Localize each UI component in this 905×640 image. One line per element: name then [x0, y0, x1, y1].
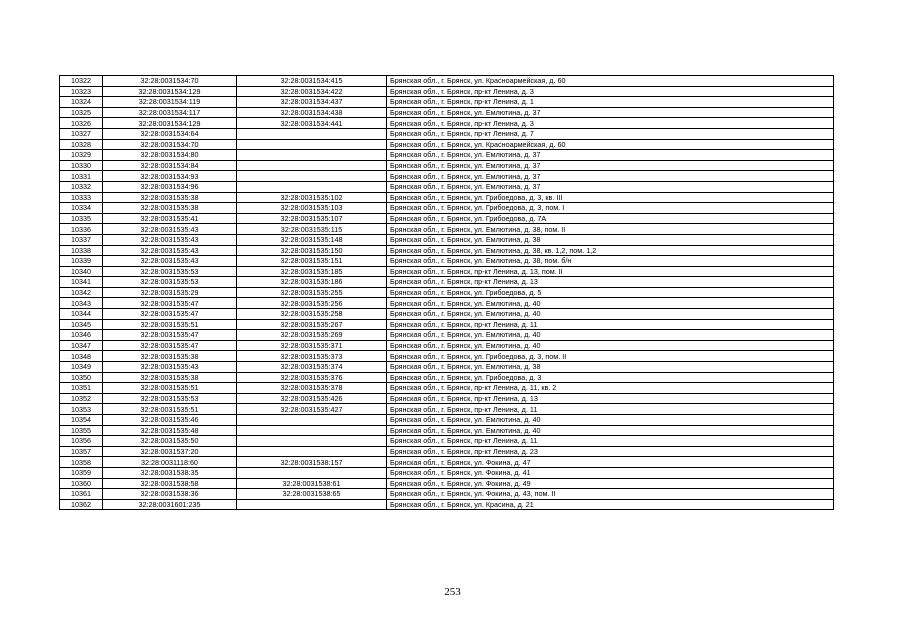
- building-cadastral-number-cell: 32:28:0031535:378: [237, 383, 387, 394]
- address-cell: Брянская обл., г. Брянск, пр-кт Ленина, д. 7: [387, 128, 834, 139]
- land-cadastral-number-cell: 32:28:0031601:235: [103, 499, 237, 510]
- land-cadastral-number-cell: 32:28:0031535:41: [103, 213, 237, 224]
- table-row: [60, 107, 834, 118]
- building-cadastral-number-cell: 32:28:0031534:437: [237, 97, 387, 108]
- table-row: [60, 181, 834, 192]
- building-cadastral-number-cell: [237, 467, 387, 478]
- table-row: [60, 383, 834, 394]
- land-cadastral-number-cell: 32:28:0031535:43: [103, 224, 237, 235]
- table-row: [60, 171, 834, 182]
- address-cell: Брянская обл., г. Брянск, ул. Емлютина, д. 38: [387, 234, 834, 245]
- land-cadastral-number-cell: 32:28:0031535:43: [103, 362, 237, 373]
- address-cell: Брянская обл., г. Брянск, ул. Красина, д. 21: [387, 499, 834, 510]
- table-row: [60, 330, 834, 341]
- row-number-cell: 10340: [60, 266, 103, 277]
- land-cadastral-number-cell: 32:28:0031535:53: [103, 277, 237, 288]
- building-cadastral-number-cell: 32:28:0031535:148: [237, 234, 387, 245]
- building-cadastral-number-cell: 32:28:0031535:374: [237, 362, 387, 373]
- address-cell: Брянская обл., г. Брянск, ул. Красноармейская, д. 60: [387, 139, 834, 150]
- land-cadastral-number-cell: 32:28:0031535:38: [103, 351, 237, 362]
- land-cadastral-number-cell: 32:28:0031534:119: [103, 97, 237, 108]
- address-cell: Брянская обл., г. Брянск, ул. Емлютина, д. 40: [387, 415, 834, 426]
- table-row: [60, 245, 834, 256]
- address-cell: Брянская обл., г. Брянск, пр-кт Ленина, д. 3: [387, 118, 834, 129]
- table-row: [60, 478, 834, 489]
- land-cadastral-number-cell: 32:28:0031534:129: [103, 118, 237, 129]
- address-cell: Брянская обл., г. Брянск, ул. Грибоедова, д. 3, кв. III: [387, 192, 834, 203]
- table-row: [60, 160, 834, 171]
- building-cadastral-number-cell: 32:28:0031534:415: [237, 76, 387, 87]
- row-number-cell: 10324: [60, 97, 103, 108]
- land-cadastral-number-cell: 32:28:0031535:50: [103, 436, 237, 447]
- address-cell: Брянская обл., г. Брянск, ул. Емлютина, д. 38, пом. II: [387, 224, 834, 235]
- building-cadastral-number-cell: [237, 436, 387, 447]
- table-row: [60, 139, 834, 150]
- page-number: 253: [444, 586, 461, 598]
- row-number-cell: 10327: [60, 128, 103, 139]
- address-cell: Брянская обл., г. Брянск, ул. Емлютина, д. 40: [387, 425, 834, 436]
- table-row: [60, 425, 834, 436]
- address-cell: Брянская обл., г. Брянск, ул. Емлютина, д. 38: [387, 362, 834, 373]
- address-cell: Брянская обл., г. Брянск, ул. Фокина, д. 41: [387, 467, 834, 478]
- row-number-cell: 10354: [60, 415, 103, 426]
- land-cadastral-number-cell: 32:28:0031118:60: [103, 457, 237, 468]
- land-cadastral-number-cell: 32:28:0031535:46: [103, 415, 237, 426]
- table-row: [60, 372, 834, 383]
- row-number-cell: 10360: [60, 478, 103, 489]
- address-cell: Брянская обл., г. Брянск, пр-кт Ленина, д. 13, пом. II: [387, 266, 834, 277]
- table-row: [60, 393, 834, 404]
- table-row: [60, 76, 834, 87]
- building-cadastral-number-cell: 32:28:0031535:186: [237, 277, 387, 288]
- address-cell: Брянская обл., г. Брянск, пр-кт Ленина, д. 3: [387, 86, 834, 97]
- row-number-cell: 10353: [60, 404, 103, 415]
- row-number-cell: 10346: [60, 330, 103, 341]
- land-cadastral-number-cell: 32:28:0031538:58: [103, 478, 237, 489]
- address-cell: Брянская обл., г. Брянск, пр-кт Ленина, д. 11: [387, 436, 834, 447]
- table-row: [60, 128, 834, 139]
- building-cadastral-number-cell: [237, 446, 387, 457]
- address-cell: Брянская обл., г. Брянск, ул. Емлютина, д. 40: [387, 340, 834, 351]
- land-cadastral-number-cell: 32:28:0031535:51: [103, 383, 237, 394]
- table-row: [60, 256, 834, 267]
- address-cell: Брянская обл., г. Брянск, ул. Емлютина, д. 40: [387, 330, 834, 341]
- building-cadastral-number-cell: 32:28:0031535:150: [237, 245, 387, 256]
- table-row: [60, 287, 834, 298]
- table-row: [60, 203, 834, 214]
- table-row: [60, 298, 834, 309]
- land-cadastral-number-cell: 32:28:0031535:47: [103, 298, 237, 309]
- building-cadastral-number-cell: [237, 171, 387, 182]
- address-cell: Брянская обл., г. Брянск, ул. Грибоедова, д. 3, пом. II: [387, 351, 834, 362]
- land-cadastral-number-cell: 32:28:0031534:96: [103, 181, 237, 192]
- address-cell: Брянская обл., г. Брянск, пр-кт Ленина, д. 11, кв. 2: [387, 383, 834, 394]
- building-cadastral-number-cell: 32:28:0031535:256: [237, 298, 387, 309]
- building-cadastral-number-cell: 32:28:0031534:422: [237, 86, 387, 97]
- building-cadastral-number-cell: 32:28:0031535:151: [237, 256, 387, 267]
- table-row: [60, 489, 834, 500]
- table-row: [60, 213, 834, 224]
- row-number-cell: 10341: [60, 277, 103, 288]
- building-cadastral-number-cell: 32:28:0031535:371: [237, 340, 387, 351]
- row-number-cell: 10335: [60, 213, 103, 224]
- address-cell: Брянская обл., г. Брянск, ул. Емлютина, д. 37: [387, 160, 834, 171]
- land-cadastral-number-cell: 32:28:0031535:53: [103, 393, 237, 404]
- table-row: [60, 457, 834, 468]
- row-number-cell: 10347: [60, 340, 103, 351]
- land-cadastral-number-cell: 32:28:0031534:80: [103, 150, 237, 161]
- building-cadastral-number-cell: [237, 415, 387, 426]
- address-cell: Брянская обл., г. Брянск, ул. Фокина, д. 47: [387, 457, 834, 468]
- building-cadastral-number-cell: 32:28:0031535:376: [237, 372, 387, 383]
- building-cadastral-number-cell: 32:28:0031535:373: [237, 351, 387, 362]
- row-number-cell: 10352: [60, 393, 103, 404]
- land-cadastral-number-cell: 32:28:0031537:20: [103, 446, 237, 457]
- land-cadastral-number-cell: 32:28:0031535:47: [103, 330, 237, 341]
- table-row: [60, 118, 834, 129]
- building-cadastral-number-cell: 32:28:0031535:107: [237, 213, 387, 224]
- building-cadastral-number-cell: 32:28:0031535:427: [237, 404, 387, 415]
- table-row: [60, 351, 834, 362]
- table-row: [60, 309, 834, 320]
- row-number-cell: 10330: [60, 160, 103, 171]
- address-cell: Брянская обл., г. Брянск, ул. Емлютина, д. 37: [387, 171, 834, 182]
- row-number-cell: 10348: [60, 351, 103, 362]
- cadastral-table: [59, 75, 834, 510]
- address-cell: Брянская обл., г. Брянск, ул. Грибоедова, д. 3: [387, 372, 834, 383]
- row-number-cell: 10359: [60, 467, 103, 478]
- land-cadastral-number-cell: 32:28:0031535:43: [103, 245, 237, 256]
- row-number-cell: 10337: [60, 234, 103, 245]
- building-cadastral-number-cell: 32:28:0031535:103: [237, 203, 387, 214]
- land-cadastral-number-cell: 32:28:0031535:48: [103, 425, 237, 436]
- table-row: [60, 467, 834, 478]
- land-cadastral-number-cell: 32:28:0031538:35: [103, 467, 237, 478]
- table-row: [60, 277, 834, 288]
- address-cell: Брянская обл., г. Брянск, ул. Емлютина, д. 37: [387, 181, 834, 192]
- address-cell: Брянская обл., г. Брянск, ул. Грибоедова, д. 5: [387, 287, 834, 298]
- land-cadastral-number-cell: 32:28:0031534:129: [103, 86, 237, 97]
- address-cell: Брянская обл., г. Брянск, ул. Емлютина, д. 37: [387, 107, 834, 118]
- row-number-cell: 10326: [60, 118, 103, 129]
- row-number-cell: 10344: [60, 309, 103, 320]
- table-row: [60, 150, 834, 161]
- row-number-cell: 10355: [60, 425, 103, 436]
- table-body: [60, 76, 834, 510]
- row-number-cell: 10329: [60, 150, 103, 161]
- row-number-cell: 10358: [60, 457, 103, 468]
- row-number-cell: 10338: [60, 245, 103, 256]
- land-cadastral-number-cell: 32:28:0031535:53: [103, 266, 237, 277]
- table-row: [60, 499, 834, 510]
- table-row: [60, 86, 834, 97]
- land-cadastral-number-cell: 32:28:0031534:64: [103, 128, 237, 139]
- building-cadastral-number-cell: 32:28:0031535:102: [237, 192, 387, 203]
- land-cadastral-number-cell: 32:28:0031534:70: [103, 76, 237, 87]
- land-cadastral-number-cell: 32:28:0031535:38: [103, 372, 237, 383]
- land-cadastral-number-cell: 32:28:0031535:43: [103, 234, 237, 245]
- address-cell: Брянская обл., г. Брянск, пр-кт Ленина, д. 1: [387, 97, 834, 108]
- building-cadastral-number-cell: 32:28:0031535:255: [237, 287, 387, 298]
- row-number-cell: 10349: [60, 362, 103, 373]
- row-number-cell: 10357: [60, 446, 103, 457]
- row-number-cell: 10325: [60, 107, 103, 118]
- land-cadastral-number-cell: 32:28:0031534:84: [103, 160, 237, 171]
- row-number-cell: 10361: [60, 489, 103, 500]
- table-row: [60, 97, 834, 108]
- land-cadastral-number-cell: 32:28:0031535:47: [103, 340, 237, 351]
- address-cell: Брянская обл., г. Брянск, ул. Емлютина, д. 37: [387, 150, 834, 161]
- building-cadastral-number-cell: 32:28:0031538:157: [237, 457, 387, 468]
- building-cadastral-number-cell: [237, 139, 387, 150]
- land-cadastral-number-cell: 32:28:0031538:36: [103, 489, 237, 500]
- building-cadastral-number-cell: 32:28:0031534:441: [237, 118, 387, 129]
- row-number-cell: 10331: [60, 171, 103, 182]
- row-number-cell: 10343: [60, 298, 103, 309]
- address-cell: Брянская обл., г. Брянск, пр-кт Ленина, д. 23: [387, 446, 834, 457]
- row-number-cell: 10322: [60, 76, 103, 87]
- row-number-cell: 10323: [60, 86, 103, 97]
- building-cadastral-number-cell: 32:28:0031538:61: [237, 478, 387, 489]
- address-cell: Брянская обл., г. Брянск, пр-кт Ленина, д. 11: [387, 319, 834, 330]
- land-cadastral-number-cell: 32:28:0031535:47: [103, 309, 237, 320]
- address-cell: Брянская обл., г. Брянск, ул. Емлютина, д. 40: [387, 309, 834, 320]
- address-cell: Брянская обл., г. Брянск, ул. Фокина, д. 43, пом. II: [387, 489, 834, 500]
- land-cadastral-number-cell: 32:28:0031535:29: [103, 287, 237, 298]
- land-cadastral-number-cell: 32:28:0031535:38: [103, 203, 237, 214]
- row-number-cell: 10356: [60, 436, 103, 447]
- building-cadastral-number-cell: 32:28:0031534:438: [237, 107, 387, 118]
- building-cadastral-number-cell: 32:28:0031535:426: [237, 393, 387, 404]
- table-row: [60, 340, 834, 351]
- land-cadastral-number-cell: 32:28:0031534:117: [103, 107, 237, 118]
- building-cadastral-number-cell: 32:28:0031538:65: [237, 489, 387, 500]
- land-cadastral-number-cell: 32:28:0031535:51: [103, 319, 237, 330]
- address-cell: Брянская обл., г. Брянск, ул. Грибоедова, д. 7А: [387, 213, 834, 224]
- table-row: [60, 266, 834, 277]
- building-cadastral-number-cell: [237, 181, 387, 192]
- land-cadastral-number-cell: 32:28:0031535:51: [103, 404, 237, 415]
- row-number-cell: 10328: [60, 139, 103, 150]
- address-cell: Брянская обл., г. Брянск, ул. Емлютина, д. 40: [387, 298, 834, 309]
- table-row: [60, 319, 834, 330]
- table-row: [60, 446, 834, 457]
- row-number-cell: 10333: [60, 192, 103, 203]
- building-cadastral-number-cell: 32:28:0031535:267: [237, 319, 387, 330]
- table-row: [60, 415, 834, 426]
- address-cell: Брянская обл., г. Брянск, пр-кт Ленина, д. 13: [387, 277, 834, 288]
- land-cadastral-number-cell: 32:28:0031535:38: [103, 192, 237, 203]
- table-row: [60, 436, 834, 447]
- building-cadastral-number-cell: [237, 499, 387, 510]
- building-cadastral-number-cell: 32:28:0031535:185: [237, 266, 387, 277]
- row-number-cell: 10336: [60, 224, 103, 235]
- land-cadastral-number-cell: 32:28:0031534:70: [103, 139, 237, 150]
- row-number-cell: 10334: [60, 203, 103, 214]
- table-row: [60, 192, 834, 203]
- row-number-cell: 10342: [60, 287, 103, 298]
- row-number-cell: 10350: [60, 372, 103, 383]
- building-cadastral-number-cell: [237, 150, 387, 161]
- building-cadastral-number-cell: 32:28:0031535:258: [237, 309, 387, 320]
- table-row: [60, 224, 834, 235]
- row-number-cell: 10332: [60, 181, 103, 192]
- address-cell: Брянская обл., г. Брянск, ул. Грибоедова, д. 3, пом. I: [387, 203, 834, 214]
- building-cadastral-number-cell: [237, 425, 387, 436]
- table-row: [60, 234, 834, 245]
- row-number-cell: 10339: [60, 256, 103, 267]
- table-row: [60, 362, 834, 373]
- row-number-cell: 10351: [60, 383, 103, 394]
- address-cell: Брянская обл., г. Брянск, ул. Фокина, д. 49: [387, 478, 834, 489]
- building-cadastral-number-cell: 32:28:0031535:269: [237, 330, 387, 341]
- table-row: [60, 404, 834, 415]
- row-number-cell: 10345: [60, 319, 103, 330]
- address-cell: Брянская обл., г. Брянск, ул. Красноармейская, д. 60: [387, 76, 834, 87]
- building-cadastral-number-cell: [237, 128, 387, 139]
- address-cell: Брянская обл., г. Брянск, пр-кт Ленина, д. 13: [387, 393, 834, 404]
- address-cell: Брянская обл., г. Брянск, пр-кт Ленина, д. 11: [387, 404, 834, 415]
- land-cadastral-number-cell: 32:28:0031535:43: [103, 256, 237, 267]
- building-cadastral-number-cell: [237, 160, 387, 171]
- address-cell: Брянская обл., г. Брянск, ул. Емлютина, д. 38, пом. б/н: [387, 256, 834, 267]
- land-cadastral-number-cell: 32:28:0031534:93: [103, 171, 237, 182]
- address-cell: Брянская обл., г. Брянск, ул. Емлютина, д. 38, кв. 1,2, пом. 1,2: [387, 245, 834, 256]
- building-cadastral-number-cell: 32:28:0031535:115: [237, 224, 387, 235]
- row-number-cell: 10362: [60, 499, 103, 510]
